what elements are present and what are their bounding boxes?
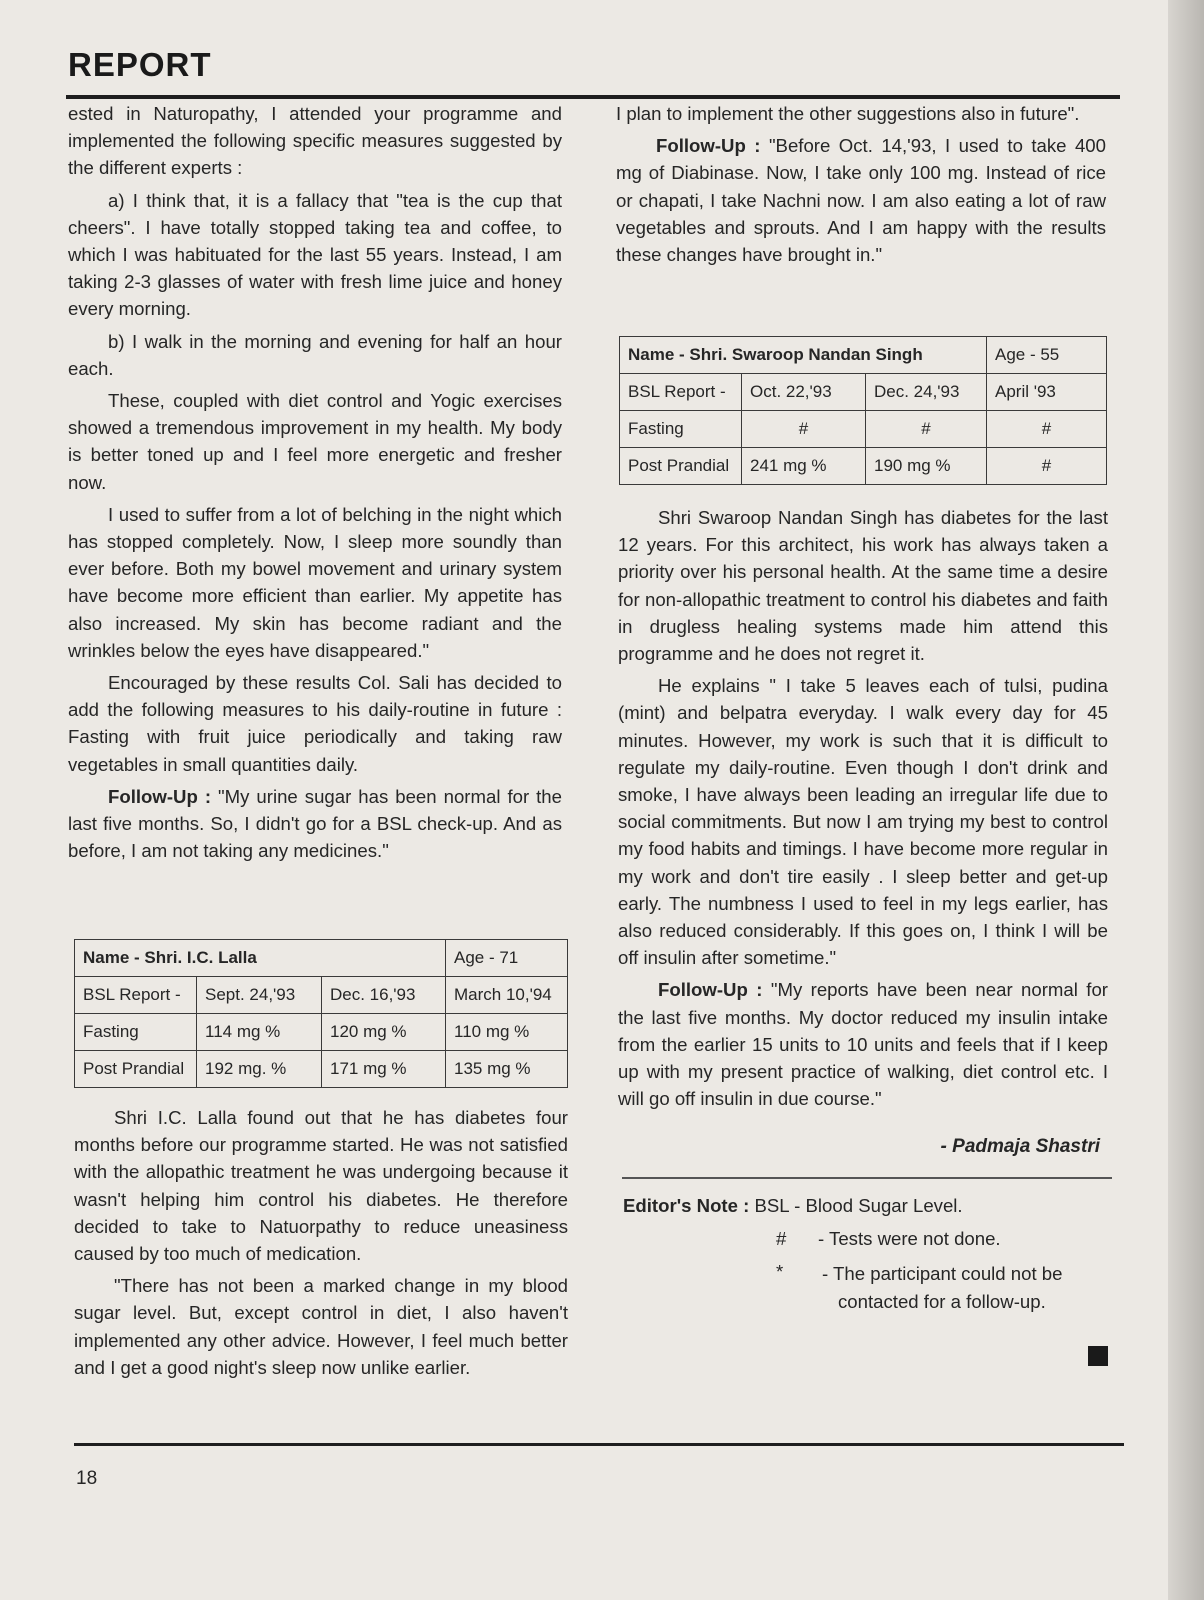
follow-up-text: "My reports have been near normal for the last five months. My doctor reduced my insulin intake from the earlier 15 units to 10 units and feels that if I keep up with my present practice of walking, diet control etc. I will go off insulin in due course." (618, 979, 1108, 1110)
patient-name: Name - Shri. I.C. Lalla (75, 940, 446, 977)
editors-note (623, 1192, 1113, 1220)
table-cell: # (866, 411, 987, 448)
author-signature: - Padmaja Shastri (940, 1136, 1100, 1157)
table-cell: 192 mg. % (197, 1051, 322, 1088)
paragraph: Shri I.C. Lalla found out that he has diabetes four months before our programme started. He was not satisfied with the allopathic treatment he was undergoing because it wasn't helping him control his diabetes. He therefore decided to take to Natuorpathy to reduce uneasiness caused by too much of medication. (74, 1107, 568, 1265)
bottom-rule (74, 1443, 1124, 1446)
paragraph: Shri Swaroop Nandan Singh has diabetes for the last 12 years. For this architect, his work has always taken a priority over his personal health. At the same time a desire for non-allopathic treatment to control his diabetes and faith in drugless healing systems made him attend this programme and he does not regret it. (618, 507, 1108, 665)
legend-text: contacted for a follow-up. (838, 1291, 1046, 1312)
follow-up-paragraph (616, 132, 1106, 268)
table-cell: 171 mg % (322, 1051, 446, 1088)
table-cell: Dec. 16,'93 (322, 977, 446, 1014)
paragraph: "There has not been a marked change in my blood sugar level. But, except control in diet, I also haven't implemented any other advice. However, I feel much better and I get a good night's sleep now unlike earlier. (74, 1275, 568, 1378)
table-cell: # (987, 411, 1107, 448)
table-row (75, 1051, 568, 1088)
table-cell: Oct. 22,'93 (742, 374, 866, 411)
left-column-lower (74, 1104, 568, 1386)
right-column-lower (618, 504, 1108, 1117)
page-number: 18 (76, 1468, 98, 1489)
paragraph: ested in Naturopathy, I attended your programme and implemented the following specific measures suggested by the different experts : (68, 103, 562, 179)
table-row (75, 977, 568, 1014)
table-cell: March 10,'94 (446, 977, 568, 1014)
legend-symbol: * (776, 1261, 784, 1282)
paragraph: He explains " I take 5 leaves each of tulsi, pudina (mint) and belpatra everyday. I walk every day for 45 minutes. However, my work is such that it is difficult to regulate my daily-routine. Even though I don't drink and smoke, I have always been leading an irregular life due to social commitments. But now I am trying my best to control my food habits and timings. I have become more regular in my work and don't tire easily . I sleep better and get-up early. The numbness I used to feel in my legs earlier, has also reduced considerably. If this goes on, I think I will be off insulin after sometime." (618, 675, 1108, 969)
paragraph: I used to suffer from a lot of belching in the night which has stopped completely. Now, I sleep more soundly than ever before. Both my bowel movement and urinary system have become more efficient than earlier. My appetite has also increased. My skin has become radiant and the wrinkles below the eyes have disappeared." (68, 503, 562, 661)
table-cell: 114 mg % (197, 1014, 322, 1051)
table-row (620, 411, 1107, 448)
editors-note-line: BSL - Blood Sugar Level. (754, 1195, 963, 1216)
table-row (620, 448, 1107, 485)
table-cell: # (987, 448, 1107, 485)
follow-up-paragraph (68, 783, 562, 865)
paragraph: a) I think that, it is a fallacy that "tea is the cup that cheers". I have totally stopped taking tea and coffee, to which I was habituated for the last 55 years. Instead, I am taking 2-3 glasses of water with fresh lime juice and honey every morning. (68, 189, 562, 320)
table-row (75, 1014, 568, 1051)
table-cell: 190 mg % (866, 448, 987, 485)
table-cell: # (742, 411, 866, 448)
end-mark (1088, 1346, 1108, 1366)
table-cell: Sept. 24,'93 (197, 977, 322, 1014)
table-cell: BSL Report - (620, 374, 742, 411)
paragraph: Encouraged by these results Col. Sali has decided to add the following measures to his daily-routine in future : Fasting with fruit juice periodically and taking raw vegetables in small quantities daily. (68, 672, 562, 775)
table-row (620, 337, 1107, 374)
page-edge-shadow (1168, 0, 1204, 1600)
section-heading: REPORT (68, 46, 212, 83)
follow-up-text: "Before Oct. 14,'93, I used to take 400 mg of Diabinase. Now, I take only 100 mg. Instead of rice or chapati, I take Nachni now. I am also eating a lot of raw vegetables and sprouts. And I am happy with the results these changes have brought in." (616, 135, 1106, 266)
table-cell: Fasting (75, 1014, 197, 1051)
legend-text: - Tests were not done. (818, 1228, 1001, 1249)
table-cell: Post Prandial (75, 1051, 197, 1088)
table-cell: April '93 (987, 374, 1107, 411)
follow-up-label: Follow-Up : (108, 785, 212, 807)
editors-note-label: Editor's Note : (623, 1195, 750, 1216)
paragraph: These, coupled with diet control and Yogic exercises showed a tremendous improvement in my health. My body is better toned up and I feel more energetic and fresher now. (68, 390, 562, 493)
left-column-upper (68, 100, 562, 869)
top-rule (66, 95, 1120, 99)
paragraph: I plan to implement the other suggestions also in future". (616, 103, 1080, 124)
table-cell: 135 mg % (446, 1051, 568, 1088)
note-divider (622, 1177, 1112, 1179)
follow-up-paragraph (618, 976, 1108, 1112)
legend-text: - The participant could not be (822, 1263, 1063, 1284)
table-cell: Post Prandial (620, 448, 742, 485)
right-column-upper (616, 100, 1106, 273)
legend-symbol: # (776, 1228, 787, 1249)
table-row (620, 374, 1107, 411)
patient-age: Age - 55 (987, 337, 1107, 374)
table-cell: Fasting (620, 411, 742, 448)
patient-name: Name - Shri. Swaroop Nandan Singh (620, 337, 987, 374)
bsl-table-lalla (74, 939, 568, 1088)
bsl-table-singh (619, 336, 1107, 485)
follow-up-label: Follow-Up : (658, 979, 763, 1001)
table-cell: 110 mg % (446, 1014, 568, 1051)
table-row (75, 940, 568, 977)
patient-age: Age - 71 (446, 940, 568, 977)
table-cell: BSL Report - (75, 977, 197, 1014)
table-cell: Dec. 24,'93 (866, 374, 987, 411)
table-cell: 120 mg % (322, 1014, 446, 1051)
table-cell: 241 mg % (742, 448, 866, 485)
follow-up-label: Follow-Up : (656, 135, 761, 157)
paragraph: b) I walk in the morning and evening for half an hour each. (68, 330, 562, 379)
follow-up-text: "My urine sugar has been normal for the last five months. So, I didn't go for a BSL check-up. And as before, I am not taking any medicines." (68, 785, 562, 862)
